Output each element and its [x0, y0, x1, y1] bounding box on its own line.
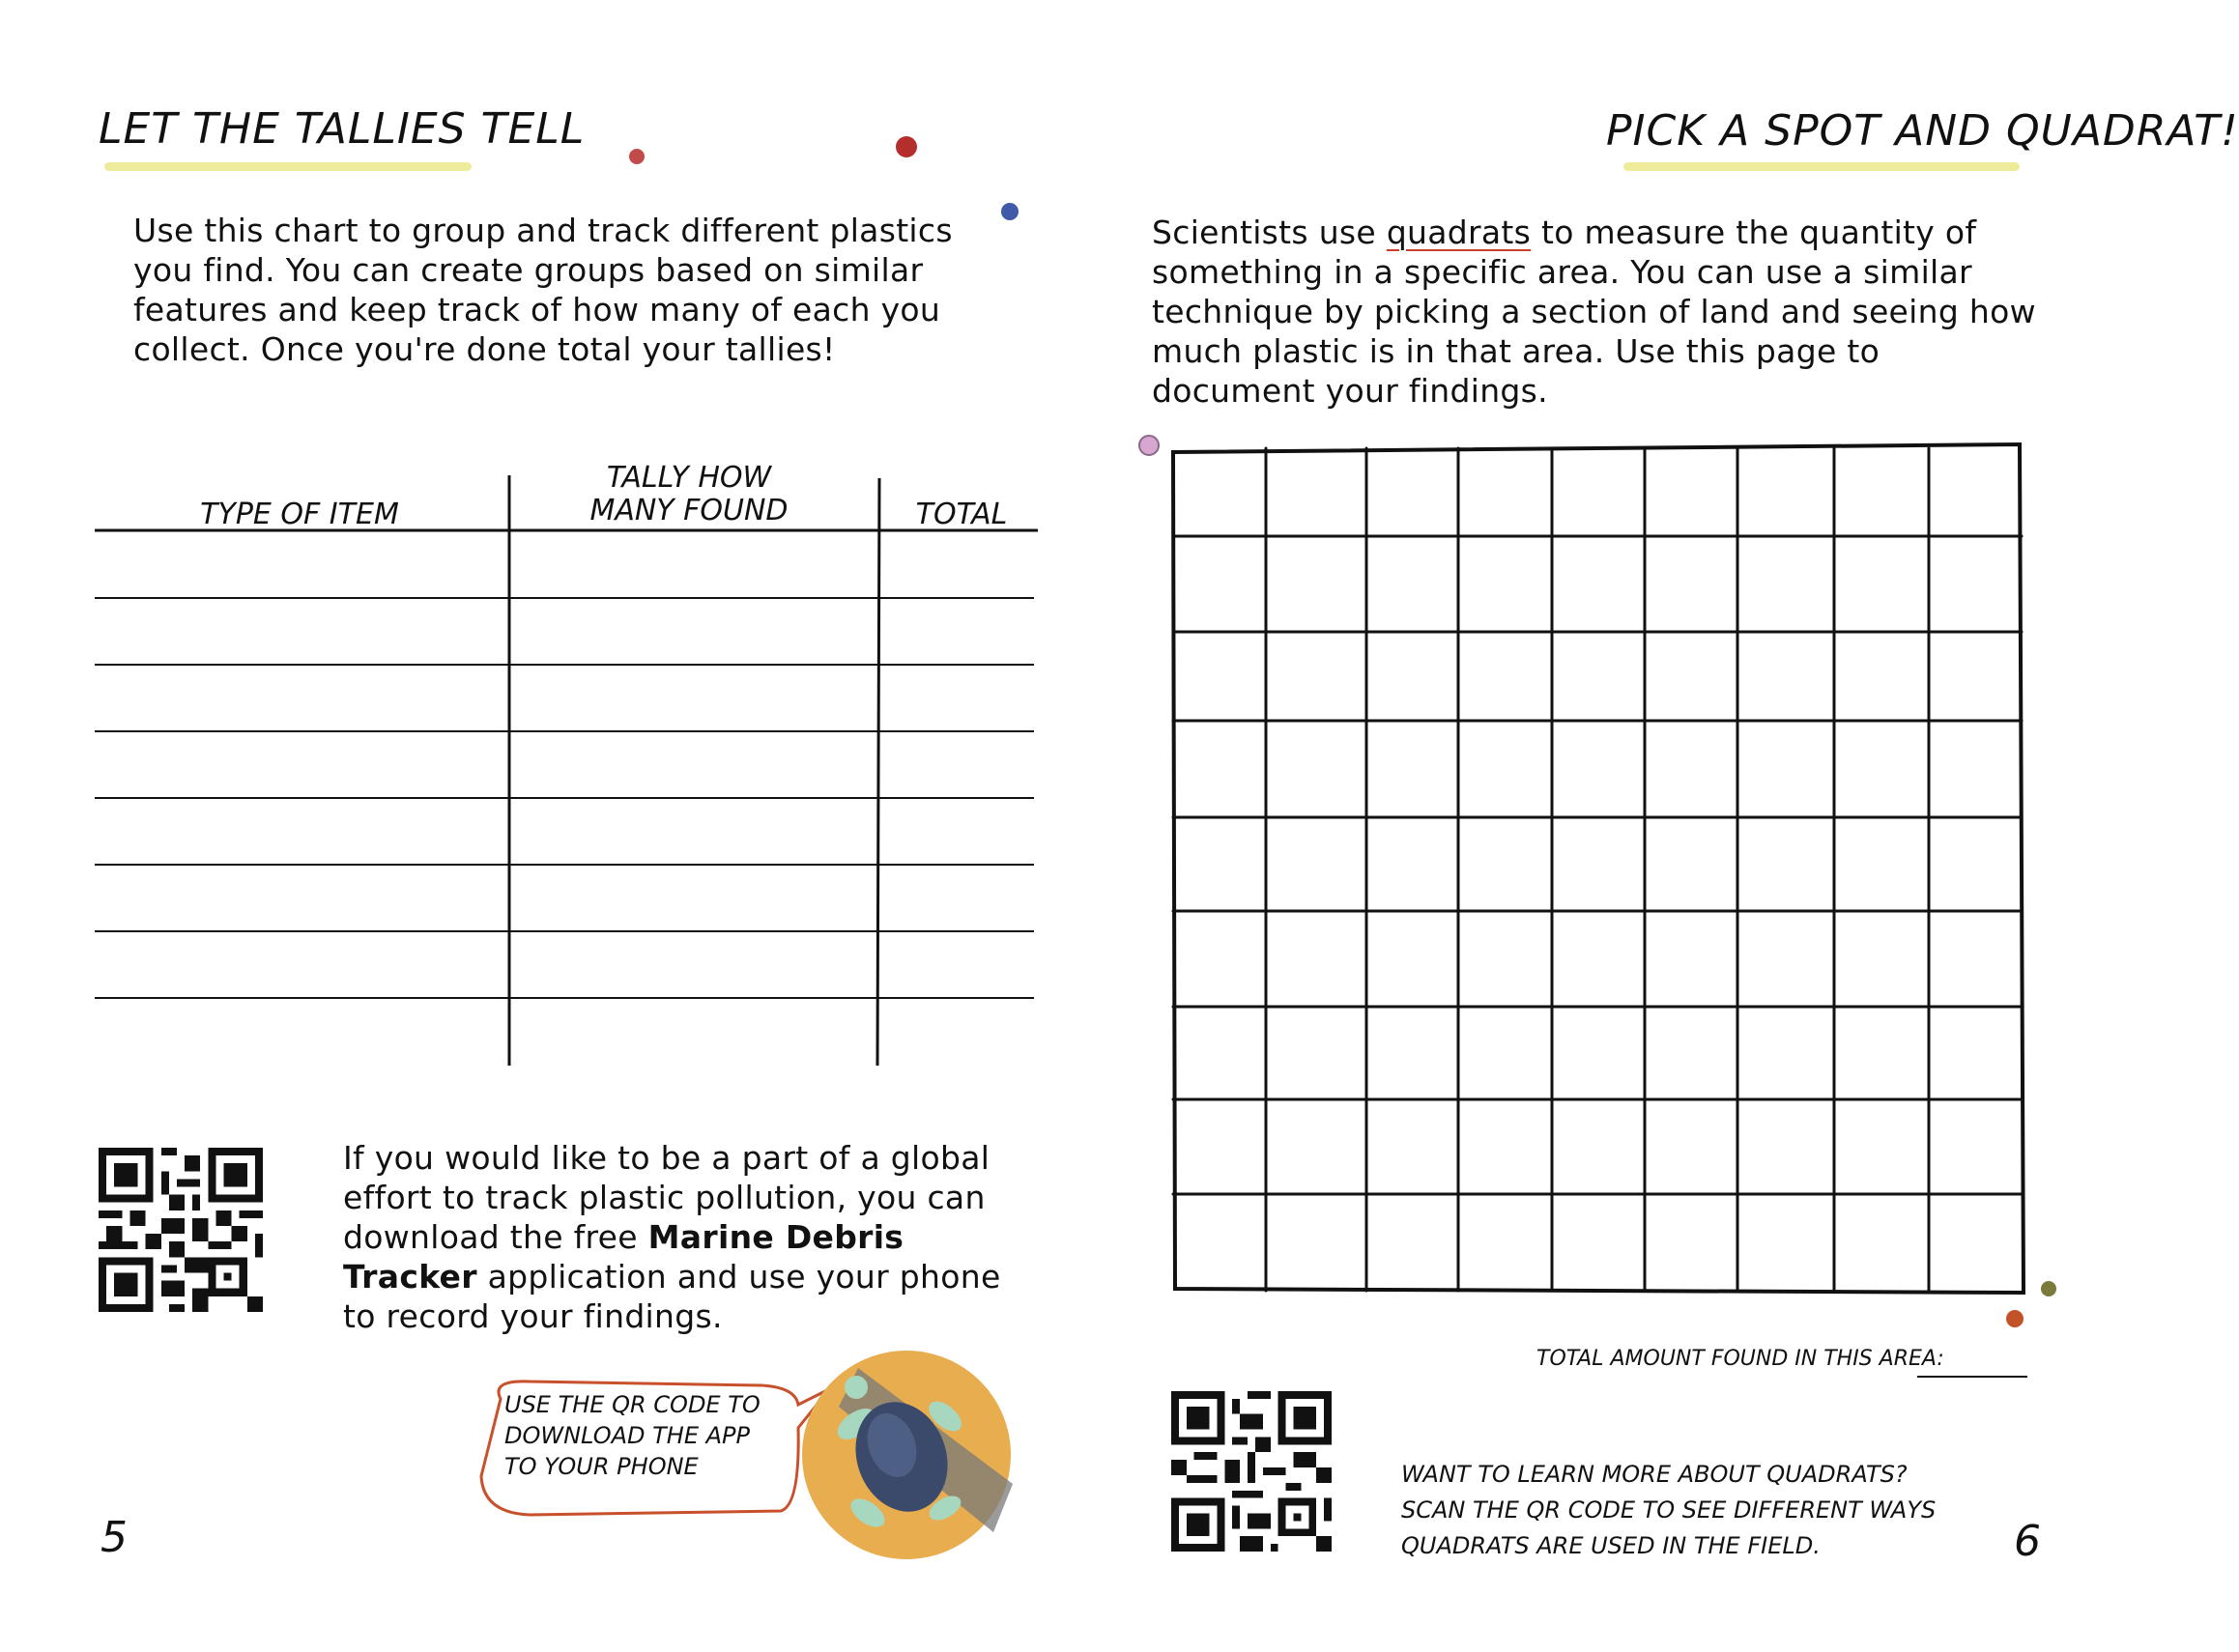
- tally-table: [95, 461, 1042, 1072]
- header-total: TOTAL: [915, 498, 1008, 531]
- header-type-of-item: TYPE OF ITEM: [200, 498, 399, 531]
- plastic-dot-3: [1001, 203, 1019, 220]
- plastic-dot-2: [896, 136, 917, 157]
- total-amount-blank[interactable]: [1917, 1376, 2027, 1378]
- quadrats-term: quadrats: [1386, 214, 1532, 251]
- tracker-text-before: If you would like to be a part of a global effort to track plastic pollution, you can download the free: [343, 1139, 990, 1256]
- plastic-dot-4: [1138, 435, 1160, 456]
- sea-turtle-illustration: [800, 1349, 1013, 1561]
- right-intro-before: Scientists use: [1152, 214, 1387, 251]
- right-title-highlight: [1623, 162, 2020, 171]
- header-tally: TALLY HOW MANY FOUND: [589, 461, 789, 527]
- right-intro-text: [1152, 213, 2041, 411]
- page-number-right: 6: [2014, 1517, 2041, 1566]
- total-amount-label: TOTAL AMOUNT FOUND IN THIS AREA:: [1536, 1347, 1944, 1371]
- plastic-dot-5: [2041, 1281, 2056, 1296]
- tally-table-lines: [95, 461, 1042, 1072]
- qr-code-icon: [1171, 1391, 1332, 1552]
- plastic-dot-1: [629, 149, 645, 164]
- right-intro-after: to measure the quantity of something in a specific area. You can use a similar technique by picking a section of land and seeing how much plastic is in that area. Use this page to document your findings.: [1152, 214, 2036, 410]
- left-page-title: LET THE TALLIES TELL: [99, 104, 586, 154]
- total-amount-row: [1536, 1347, 2029, 1385]
- learn-more-text: WANT TO LEARN MORE ABOUT QUADRATS? SCAN THE QR CODE TO SEE DIFFERENT WAYS QUADRATS ARE USED IN THE FIELD.: [1401, 1461, 1937, 1559]
- left-intro-text: Use this chart to group and track different plastics you find. You can create groups based on similar features and keep track of how many of each you collect. Once you're done total your tallies!: [133, 212, 953, 368]
- plastic-dot-6: [2006, 1310, 2024, 1327]
- qr-code-marine-debris[interactable]: [99, 1148, 263, 1312]
- app-name: Marine Debris Tracker: [343, 1218, 904, 1296]
- qr-code-icon: [99, 1148, 263, 1312]
- quadrat-grid: [1160, 435, 2035, 1300]
- qr-code-quadrats[interactable]: [1171, 1391, 1332, 1552]
- right-page-title: PICK A SPOT AND QUADRAT!: [1606, 106, 2239, 156]
- speech-bubble-text: USE THE QR CODE TO DOWNLOAD THE APP TO YOUR PHONE: [504, 1391, 761, 1480]
- left-title-highlight: [104, 162, 472, 171]
- page-number-left: 5: [100, 1513, 128, 1562]
- tracker-text: [343, 1138, 1019, 1336]
- tracker-text-after: application and use your phone to record your findings.: [343, 1258, 1001, 1335]
